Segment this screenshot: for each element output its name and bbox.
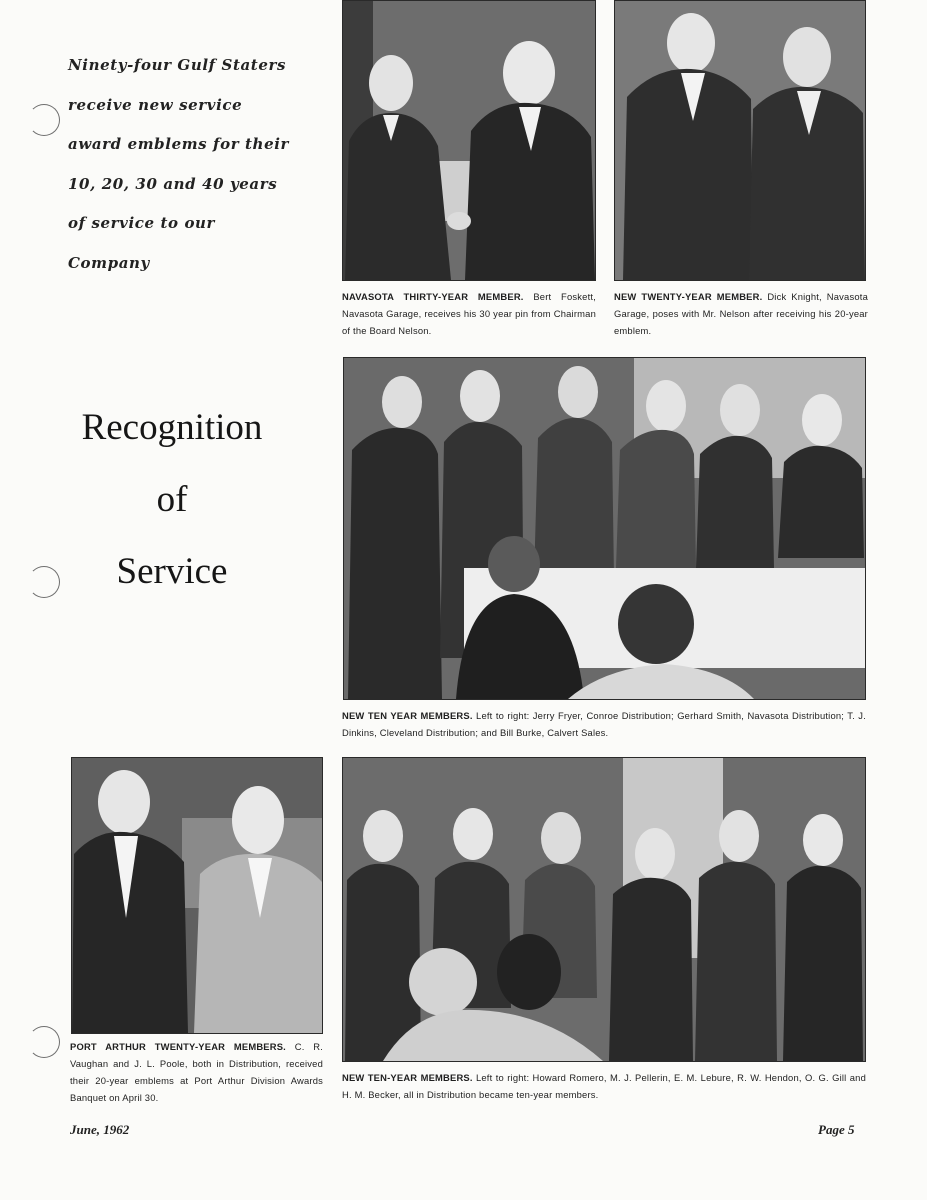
intro-line: award emblems for their — [68, 135, 290, 153]
photo-navasota-thirty-year — [342, 0, 596, 281]
photo-new-ten-year-members — [343, 357, 866, 700]
binder-hole-top — [28, 104, 60, 136]
caption-port-arthur-twenty-year — [70, 1038, 323, 1106]
caption-navasota-thirty-year — [342, 288, 596, 339]
caption-heading: NEW TEN-YEAR MEMBERS. — [342, 1072, 473, 1083]
caption-new-twenty-year — [614, 288, 868, 339]
caption-heading: NEW TWENTY-YEAR MEMBER. — [614, 291, 763, 302]
photo-port-arthur-twenty-year — [71, 757, 323, 1034]
photo-new-ten-year-members-six — [342, 757, 866, 1062]
binder-hole-middle — [28, 566, 60, 598]
caption-heading: PORT ARTHUR TWENTY-YEAR MEMBERS. — [70, 1041, 286, 1052]
intro-line: Company — [68, 253, 150, 272]
caption-body: Bert Foskett, Navasota Garage, receives his 30 year pin from Chairman of the Board Nelson. — [342, 291, 596, 336]
page-title — [58, 392, 286, 608]
caption-body: Dick Knight, Navasota Garage, poses with Mr. Nelson after receiving his 20-year emblem. — [614, 291, 868, 336]
footer-page-number: Page 5 — [818, 1122, 855, 1137]
intro-line: of service to our — [68, 214, 216, 232]
title-line: of — [156, 479, 188, 520]
caption-new-ten-year-members — [342, 707, 866, 741]
caption-heading: NAVASOTA THIRTY-YEAR MEMBER. — [342, 291, 524, 302]
caption-body: Left to right: Jerry Fryer, Conroe Distribution; Gerhard Smith, Navasota Distribution; T. J. Dinkins, Cleveland Distribution; and Bill Burke, Calvert Sales. — [342, 710, 867, 738]
caption-body: C. R. Vaughan and J. L. Poole, both in Distribution, received their 20-year emblems at Port Arthur Division Awards Banquet on April 30. — [70, 1041, 324, 1103]
intro-text — [68, 46, 308, 283]
binder-hole-bottom — [28, 1026, 60, 1058]
title-line: Recognition — [81, 407, 263, 448]
intro-line: 10, 20, 30 and 40 years — [68, 174, 278, 193]
caption-heading: NEW TEN YEAR MEMBERS. — [342, 710, 473, 721]
footer-date: June, 1962 — [70, 1122, 130, 1137]
photo-new-twenty-year — [614, 0, 866, 281]
caption-new-ten-year-members-six — [342, 1069, 866, 1103]
caption-body: Left to right: Howard Romero, M. J. Pellerin, E. M. Lebure, R. W. Hendon, O. G. Gill and H. M. Becker, all in Distribution became ten-year members. — [342, 1072, 866, 1100]
intro-line: receive new service — [68, 95, 243, 114]
intro-line: Ninety-four Gulf Staters — [68, 56, 287, 74]
title-line: Service — [116, 551, 228, 592]
